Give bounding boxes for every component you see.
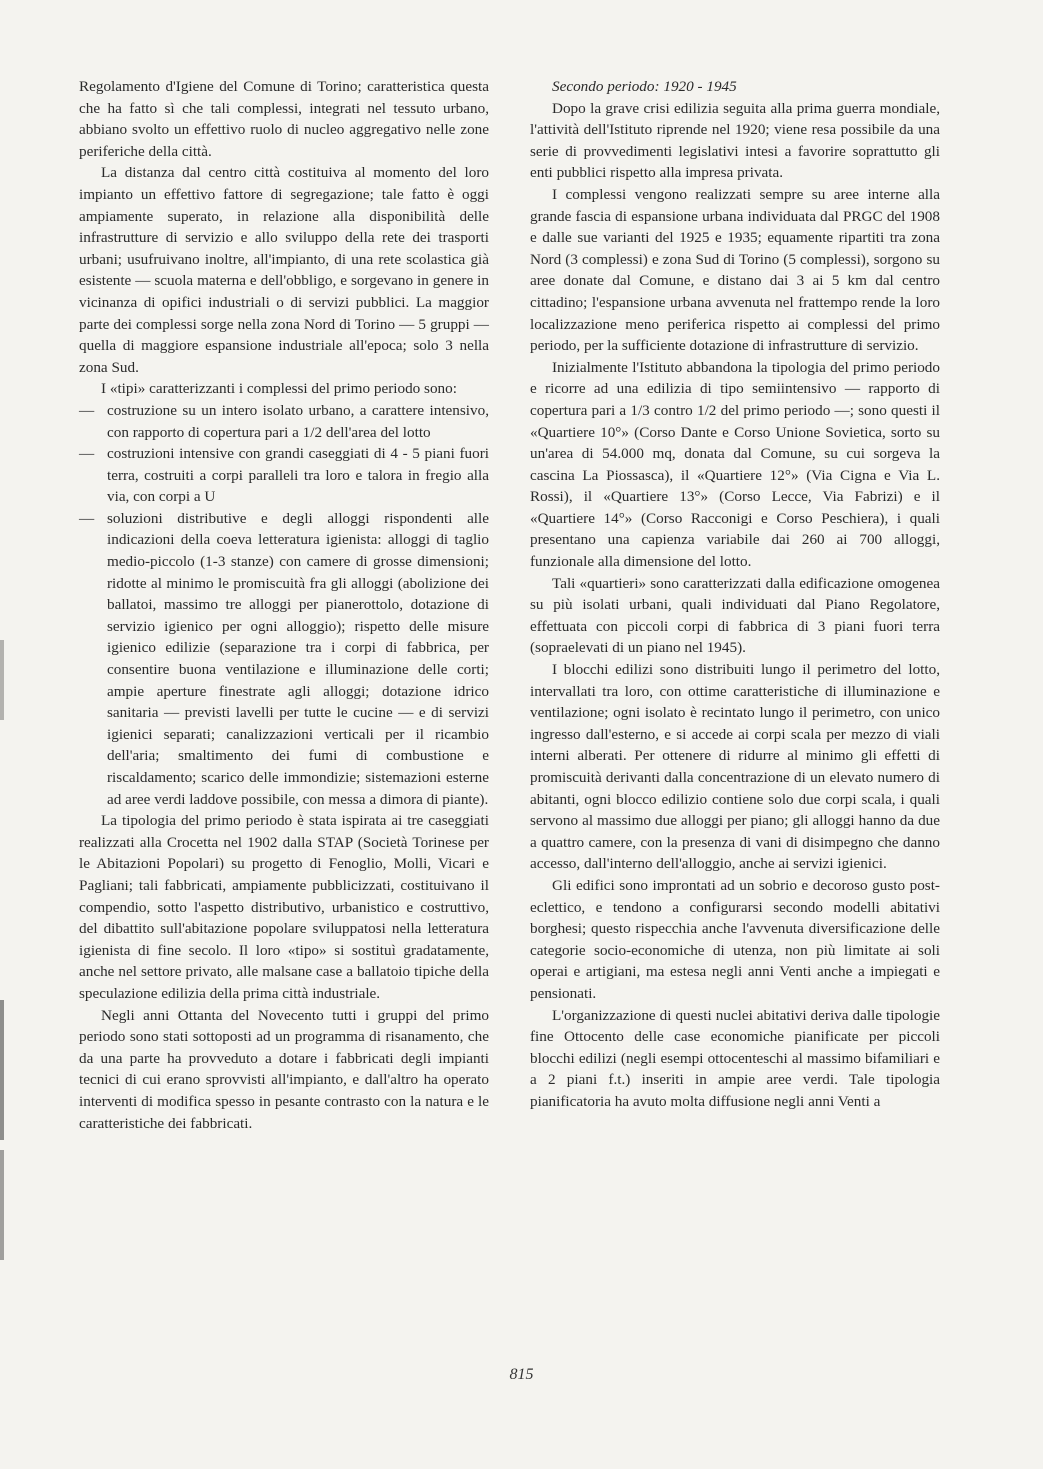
- paragraph: I «tipi» caratterizzanti i complessi del primo periodo sono:: [101, 380, 457, 398]
- list-dash: —: [79, 445, 95, 463]
- list-dash: —: [79, 401, 95, 419]
- paragraph: La distanza dal centro città costituiva al momento del loro impianto un effettivo fattore di segregazione; tale fatto è oggi ampiamente superato, in relazione alla disponibilità delle infrastrutture di servizio e allo sviluppo della rete dei trasporti urbani; usufruivano inoltre, all'impianto, di una rete scolastica già esistente — scuola materna e dell'obbligo, e sorgevano in genere in vicinanza di opifici industriali o di servizi pubblici. La maggior parte dei complessi sorge nella zona Nord di Torino — 5 gruppi — quella di maggiore espansione industriale all'epoca; solo 3 nella zona Sud.: [79, 164, 489, 376]
- paragraph: Inizialmente l'Istituto abbandona la tipologia del primo periodo e ricorre ad una edilizia di tipo semiintensivo — rapporto di copertura pari a 1/3 contro 1/2 del primo periodo —; sono questi il «Quartiere 10°» (Corso Dante e Corso Unione Sovietica, sorto su un'area di 54.000 mq, donata dal Comune, su cui sorgeva la cascina La Piossasca), il «Quartiere 12°» (Via Cigna e Via L. Rossi), il «Quartiere 13°» (Corso Lecce, Via Fabrizi) e il «Quartiere 14°» (Corso Racconigi e Corso Peschiera), i quali presentano una capienza variabile dai 260 ai 700 alloggi, funzionale alla dimensione del lotto.: [530, 358, 940, 571]
- paragraph: Regolamento d'Igiene del Comune di Torino; caratteristica questa che ha fatto sì che tali complessi, integrati nel tessuto urbano, abbiano svolto un effettivo ruolo di nucleo aggregativo nelle zone periferiche della città.: [79, 78, 489, 160]
- page-edge-mark: [0, 1150, 4, 1260]
- paragraph: Dopo la grave crisi edilizia seguita alla prima guerra mondiale, l'attività dell'Istituto riprende nel 1920; viene resa possibile da una serie di provvedimenti legislativi intesi a favorire soprattutto gli enti pubblici rispetto alla impresa privata.: [530, 99, 940, 182]
- section-heading: Secondo periodo: 1920 - 1945: [552, 78, 737, 95]
- page-edge-mark: [0, 1000, 4, 1140]
- list-dash: —: [79, 509, 95, 527]
- paragraph: Tali «quartieri» sono caratterizzati dalla edificazione omogenea su più isolati urbani, quali individuati dal Piano Regolatore, effettuata con piccoli corpi di fabbrica di 3 piani fuori terra (sopraelevati di un piano nel 1945).: [530, 574, 940, 657]
- page-edge-mark: [0, 640, 4, 720]
- list-item: [79, 508, 489, 810]
- paragraph: Gli edifici sono improntati ad un sobrio e decoroso gusto post-eclettico, e tendono a configurarsi secondo modelli abitativi borghesi; questo rispecchia anche l'avvenuta diversificazione delle categorie socio-economiche di utenza, non più limitate ai soli operai e artigiani, ma estesa negli anni Venti anche a impiegati e pensionati.: [530, 876, 940, 1002]
- list-item-text: costruzione su un intero isolato urbano, a carattere intensivo, con rapporto di copertura pari a 1/2 dell'area del lotto: [107, 401, 489, 441]
- list-item-text: soluzioni distributive e degli alloggi rispondenti alle indicazioni della coeva letteratura igienista: alloggi di taglio medio-piccolo (1-3 stanze) con camere di grosse dimensioni; ridotte al minimo le promiscuità fra gli alloggi (abolizione dei ballatoi, massimo tre alloggi per pianerottolo, dotazione di servizio igienico per ogni alloggio); rispetto delle misure igienico edilizie (separazione tra i corpi di fabbrica, per consentire buona ventilazione e illuminazione delle corti; ampie aperture finestrate agli alloggi; dotazione idrico sanitaria — previsti lavelli per tutte le cucine — e di servizi igienici separati; canalizzazioni verticali per il ricambio dell'aria; smaltimento dei fumi di combustione e riscaldamento; scarico delle immondizie; sistemazioni esterne ad aree verdi laddove possibile, con messa a dimora di piante).: [107, 509, 489, 808]
- left-column: [79, 76, 489, 1134]
- list-item-text: costruzioni intensive con grandi caseggiati di 4 - 5 piani fuori terra, costruiti a corpi paralleli tra loro e talora in fregio alla via, con corpi a U: [107, 445, 489, 506]
- paragraph: L'organizzazione di questi nuclei abitativi deriva dalle tipologie fine Ottocento delle case economiche pianificate per piccoli blocchi edilizi (negli esempi ottocenteschi al massimo bifamiliari e a 2 piani f.t.) inseriti in ampie aree verdi. Tale tipologia pianificatoria ha avuto molta diffusione negli anni Venti a: [530, 1006, 940, 1110]
- page-number: 815: [509, 1366, 534, 1383]
- type-list: [79, 400, 489, 810]
- paragraph: Negli anni Ottanta del Novecento tutti i gruppi del primo periodo sono stati sottoposti ad un programma di risanamento, che da una parte ha provveduto a dotare i fabbricati degli impianti tecnici di cui erano sprovvisti all'impianto, e dall'altro ha operato interventi di modifica spesso in pesante contrasto con la natura e le caratteristiche dei fabbricati.: [79, 1006, 489, 1132]
- paragraph: I blocchi edilizi sono distribuiti lungo il perimetro del lotto, intervallati tra loro, con ottime caratteristiche di illuminazione e ventilazione; ogni isolato è recintato lungo il perimetro, con unico ingresso dall'esterno, e si accede ai corpi scala per mezzo di viali interni alberati. Per ottenere di ridurre al minimo gli effetti di promiscuità derivanti dalla concentrazione di un elevato numero di abitanti, ogni blocco edilizio contiene solo due corpi scala, i quali servono al massimo due alloggi per piano; gli alloggi hanno da due a quattro camere, con la presenza di vani di disimpegno che danno accesso, dall'interno dell'alloggio, anche ai servizi igienici.: [530, 661, 940, 873]
- paragraph: I complessi vengono realizzati sempre su aree interne alla grande fascia di espansione urbana individuata dal PRGC del 1908 e dalle sue varianti del 1925 e 1935; equamente ripartiti tra zona Nord (3 complessi) e zona Sud di Torino (5 complessi), sorgono su aree donate dal Comune, e distano dai 3 ai 5 km dal centro cittadino; l'espansione urbana avvenuta nel frattempo rende la loro localizzazione meno periferica rispetto ai complessi del primo periodo, per la sufficiente dotazione di infrastrutture di servizio.: [530, 185, 940, 355]
- paragraph: La tipologia del primo periodo è stata ispirata ai tre caseggiati realizzati alla Crocetta nel 1902 dalla STAP (Società Torinese per le Abitazioni Popolari) su progetto di Fenoglio, Molli, Vicari e Pagliani; tali fabbricati, ampiamente pubblicizzati, costituivano il compendio, sotto l'aspetto distributivo, urbanistico e costruttivo, del dibattito sull'abitazione popolare sviluppatosi nella letteratura igienista di fine secolo. Il loro «tipo» si sostituì gradatamente, anche nel settore privato, alle malsane case a ballatoio tipiche della speculazione edilizia della prima città industriale.: [79, 812, 489, 1002]
- list-item: [79, 400, 489, 443]
- right-column: [530, 76, 940, 1113]
- list-item: [79, 443, 489, 508]
